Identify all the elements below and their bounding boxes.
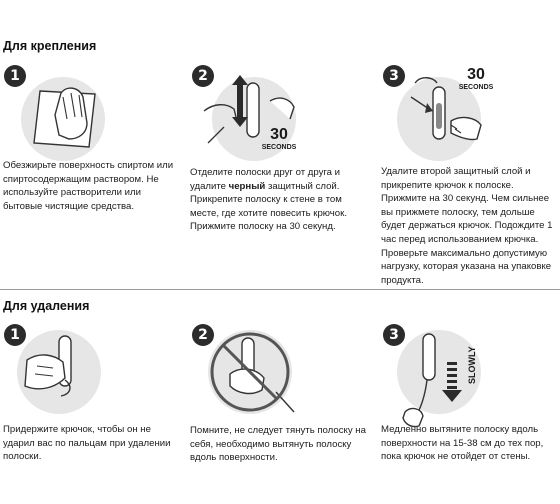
step-number-badge: 3 [383,324,405,346]
seconds-badge [451,67,501,92]
attach-section-title: Для крепления [3,39,97,53]
text-after: защитный слой. Прикрепите полоску к стене в том месте, где хотите повесить крючок. Прижмите полоску на 30 секунд. [190,180,347,233]
step-instruction-text [190,166,366,234]
attach-hook-illustration [381,63,497,179]
seconds-number: 30 [467,66,485,83]
step-instruction-text: Помните, не следует тянуть полоску на себя, необходимо вытянуть полоску вдоль поверхности. [190,425,366,464]
remove-step-3 [381,322,560,462]
attach-step-2 [190,63,370,243]
text-bold: черный [228,180,266,192]
remove-step-2 [190,322,370,462]
step-instruction-text: Удалите второй защитный слой и прикрепите крючок к полоске. Прижмите на 30 секунд. Чем сильнее вы прижмете полоску, тем дольше будет держаться крючок. Подождите 1 час перед использованием крючка. Проверьте максимально допустимую нагрузку, которая указана на упаковке продукта. [381,166,553,286]
attach-step-1 [3,63,183,223]
hold-hook-illustration [3,322,119,438]
pull-slowly-illustration [381,322,497,438]
step-instruction-text: Обезжирьте поверхность спиртом или спиртосодержащим раствором. Не используйте растворители или бытовые чистящие средства. [3,160,174,212]
step-number-badge: 2 [192,324,214,346]
seconds-badge [254,127,304,152]
seconds-number: 30 [270,126,288,143]
step-number-badge: 1 [4,324,26,346]
step-instruction-text: Придержите крючок, чтобы он не ударил вас по пальцам при удалении полоски. [3,424,171,463]
step-number-badge: 1 [4,65,26,87]
step-number-badge: 3 [383,65,405,87]
press-strip-illustration [190,63,306,179]
do-not-pull-illustration [190,322,306,438]
text-before: Отделите полоски друг от друга и удалите [190,167,341,192]
attach-step-3 [381,63,560,303]
seconds-unit: SECONDS [458,84,494,91]
remove-step-1 [3,322,183,463]
step-instruction-text: Медленно вытяните полоску вдоль поверхности на 15-38 см до тех пор, пока крючок не отойдет от стены. [381,424,544,463]
slowly-label: SLOWLY [467,346,477,384]
seconds-unit: SECONDS [261,144,297,151]
step-number-badge: 2 [192,65,214,87]
section-divider [0,289,560,290]
remove-section-title: Для удаления [3,299,90,313]
